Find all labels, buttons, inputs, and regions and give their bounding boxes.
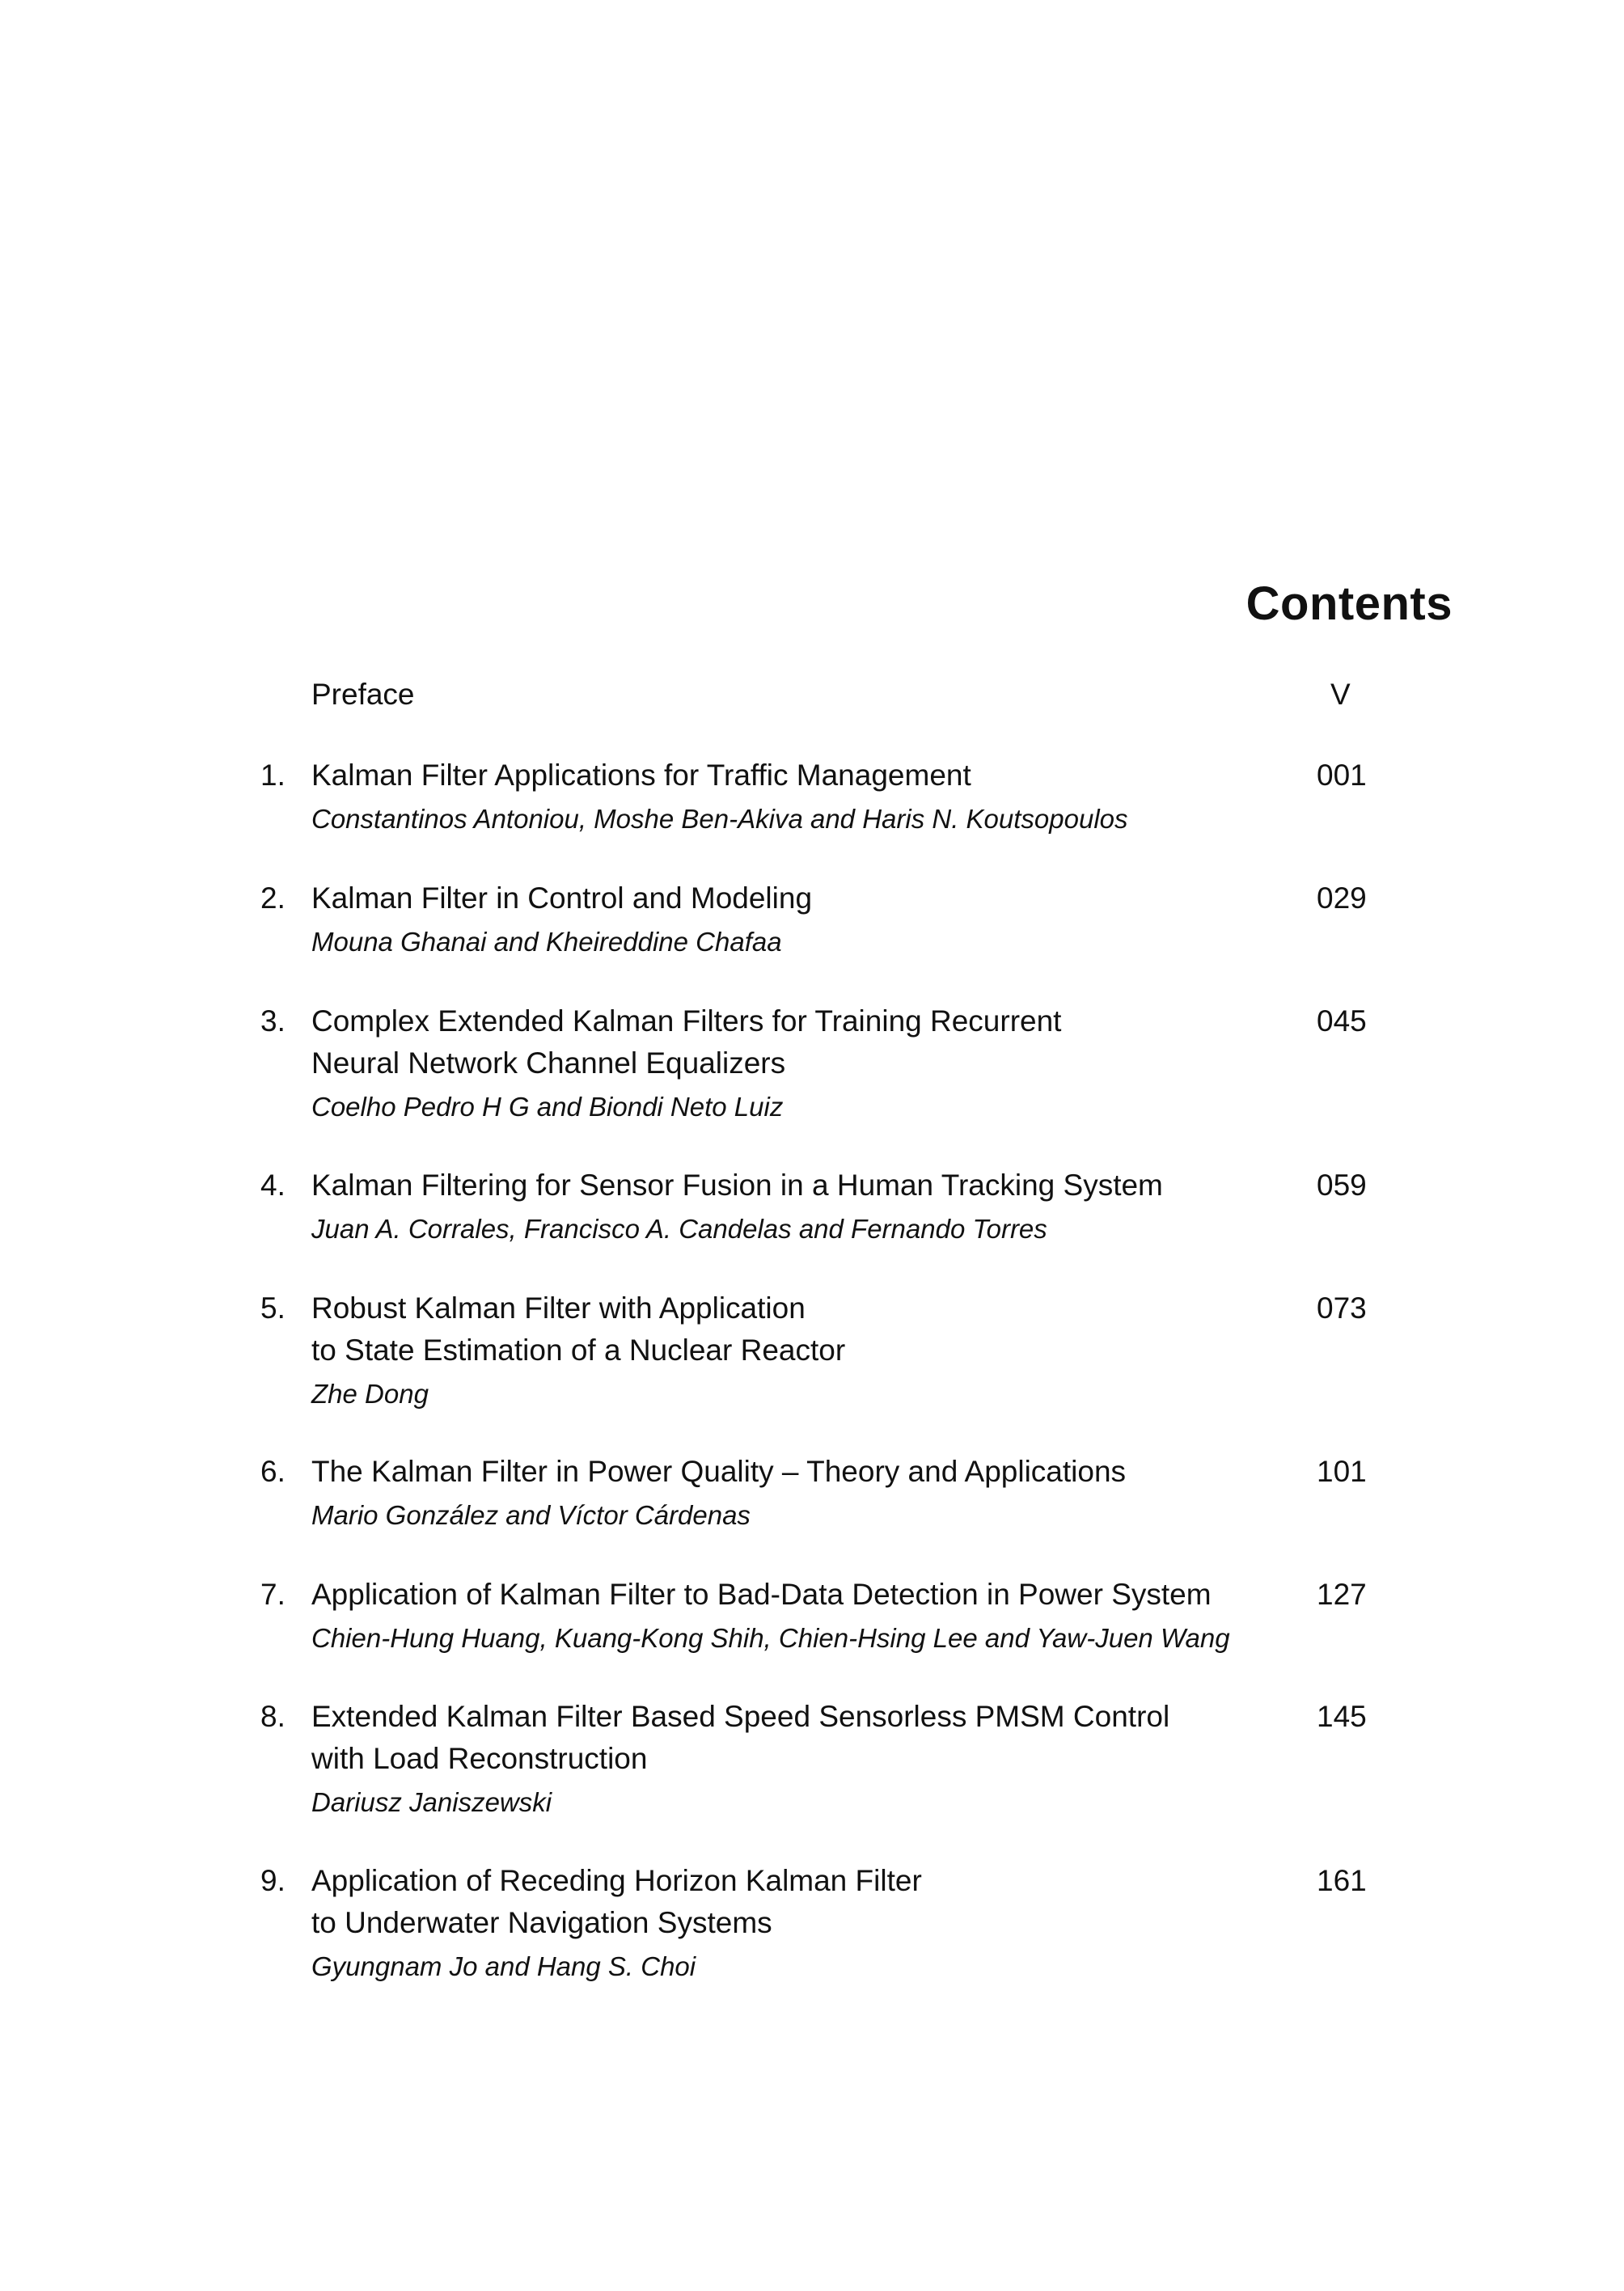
entry-body (311, 1000, 1282, 1130)
entry-number: 6. (260, 1455, 285, 1488)
entry-title: Extended Kalman Filter Based Speed Sensorless PMSM Control with Load Reconstruction (311, 1700, 1170, 1775)
entry-authors: Mouna Ghanai and Kheireddine Chafaa (311, 927, 782, 957)
entry-number: 9. (260, 1864, 285, 1897)
entry-title: Kalman Filter Applications for Traffic Management (311, 759, 971, 792)
entry-number: 7. (260, 1578, 285, 1611)
entry-page-number: 059 (1317, 1169, 1367, 1202)
entry-page-number: 101 (1317, 1455, 1367, 1488)
entry-page-number: 161 (1317, 1864, 1367, 1897)
entry-number: 4. (260, 1169, 285, 1202)
entry-body (311, 755, 1282, 842)
entry-number: 3. (260, 1004, 285, 1038)
entry-body (311, 1696, 1282, 1825)
entry-number: 2. (260, 881, 285, 915)
entry-authors: Mario González and Víctor Cárdenas (311, 1500, 751, 1530)
entry-page-number: 029 (1317, 881, 1367, 915)
contents-heading: Contents (1245, 577, 1453, 630)
entry-authors: Dariusz Janiszewski (311, 1787, 552, 1817)
entry-body (311, 1287, 1282, 1417)
entry-page-number: 145 (1317, 1700, 1367, 1733)
entry-authors: Constantinos Antoniou, Moshe Ben-Akiva and Haris N. Koutsopoulos (311, 804, 1128, 834)
entry-body (311, 1860, 1282, 1989)
entry-page-number: 127 (1317, 1578, 1367, 1611)
entry-body (311, 1574, 1282, 1661)
entry-page-number: 045 (1317, 1004, 1367, 1038)
entry-authors: Gyungnam Jo and Hang S. Choi (311, 1951, 696, 1981)
entry-authors: Juan A. Corrales, Francisco A. Candelas and Fernando Torres (311, 1214, 1047, 1244)
entry-page-number: 073 (1317, 1291, 1367, 1325)
entry-title: Complex Extended Kalman Filters for Training Recurrent Neural Network Channel Equalizers (311, 1004, 1062, 1080)
entry-title: Kalman Filtering for Sensor Fusion in a Human Tracking System (311, 1169, 1163, 1202)
entry-authors: Coelho Pedro H G and Biondi Neto Luiz (311, 1092, 784, 1122)
entry-title: Application of Kalman Filter to Bad-Data Detection in Power System (311, 1578, 1212, 1611)
entry-number: 5. (260, 1291, 285, 1325)
entry-title: Kalman Filter in Control and Modeling (311, 881, 813, 915)
entry-title: Application of Receding Horizon Kalman Filter to Underwater Navigation Systems (311, 1864, 922, 1939)
entry-page-number: 001 (1317, 759, 1367, 792)
entry-authors: Zhe Dong (311, 1379, 429, 1409)
entry-title: Robust Kalman Filter with Application to State Estimation of a Nuclear Reactor (311, 1291, 846, 1367)
entry-number: 1. (260, 759, 285, 792)
preface-label: Preface (311, 678, 415, 711)
preface-page-number: V (1330, 678, 1351, 711)
entry-body (311, 877, 1282, 965)
entry-number: 8. (260, 1700, 285, 1733)
entry-body (311, 1451, 1282, 1538)
entry-authors: Chien-Hung Huang, Kuang-Kong Shih, Chien-Hsing Lee and Yaw-Juen Wang (311, 1623, 1230, 1653)
entry-body (311, 1165, 1282, 1252)
entry-title: The Kalman Filter in Power Quality – Theory and Applications (311, 1455, 1127, 1488)
